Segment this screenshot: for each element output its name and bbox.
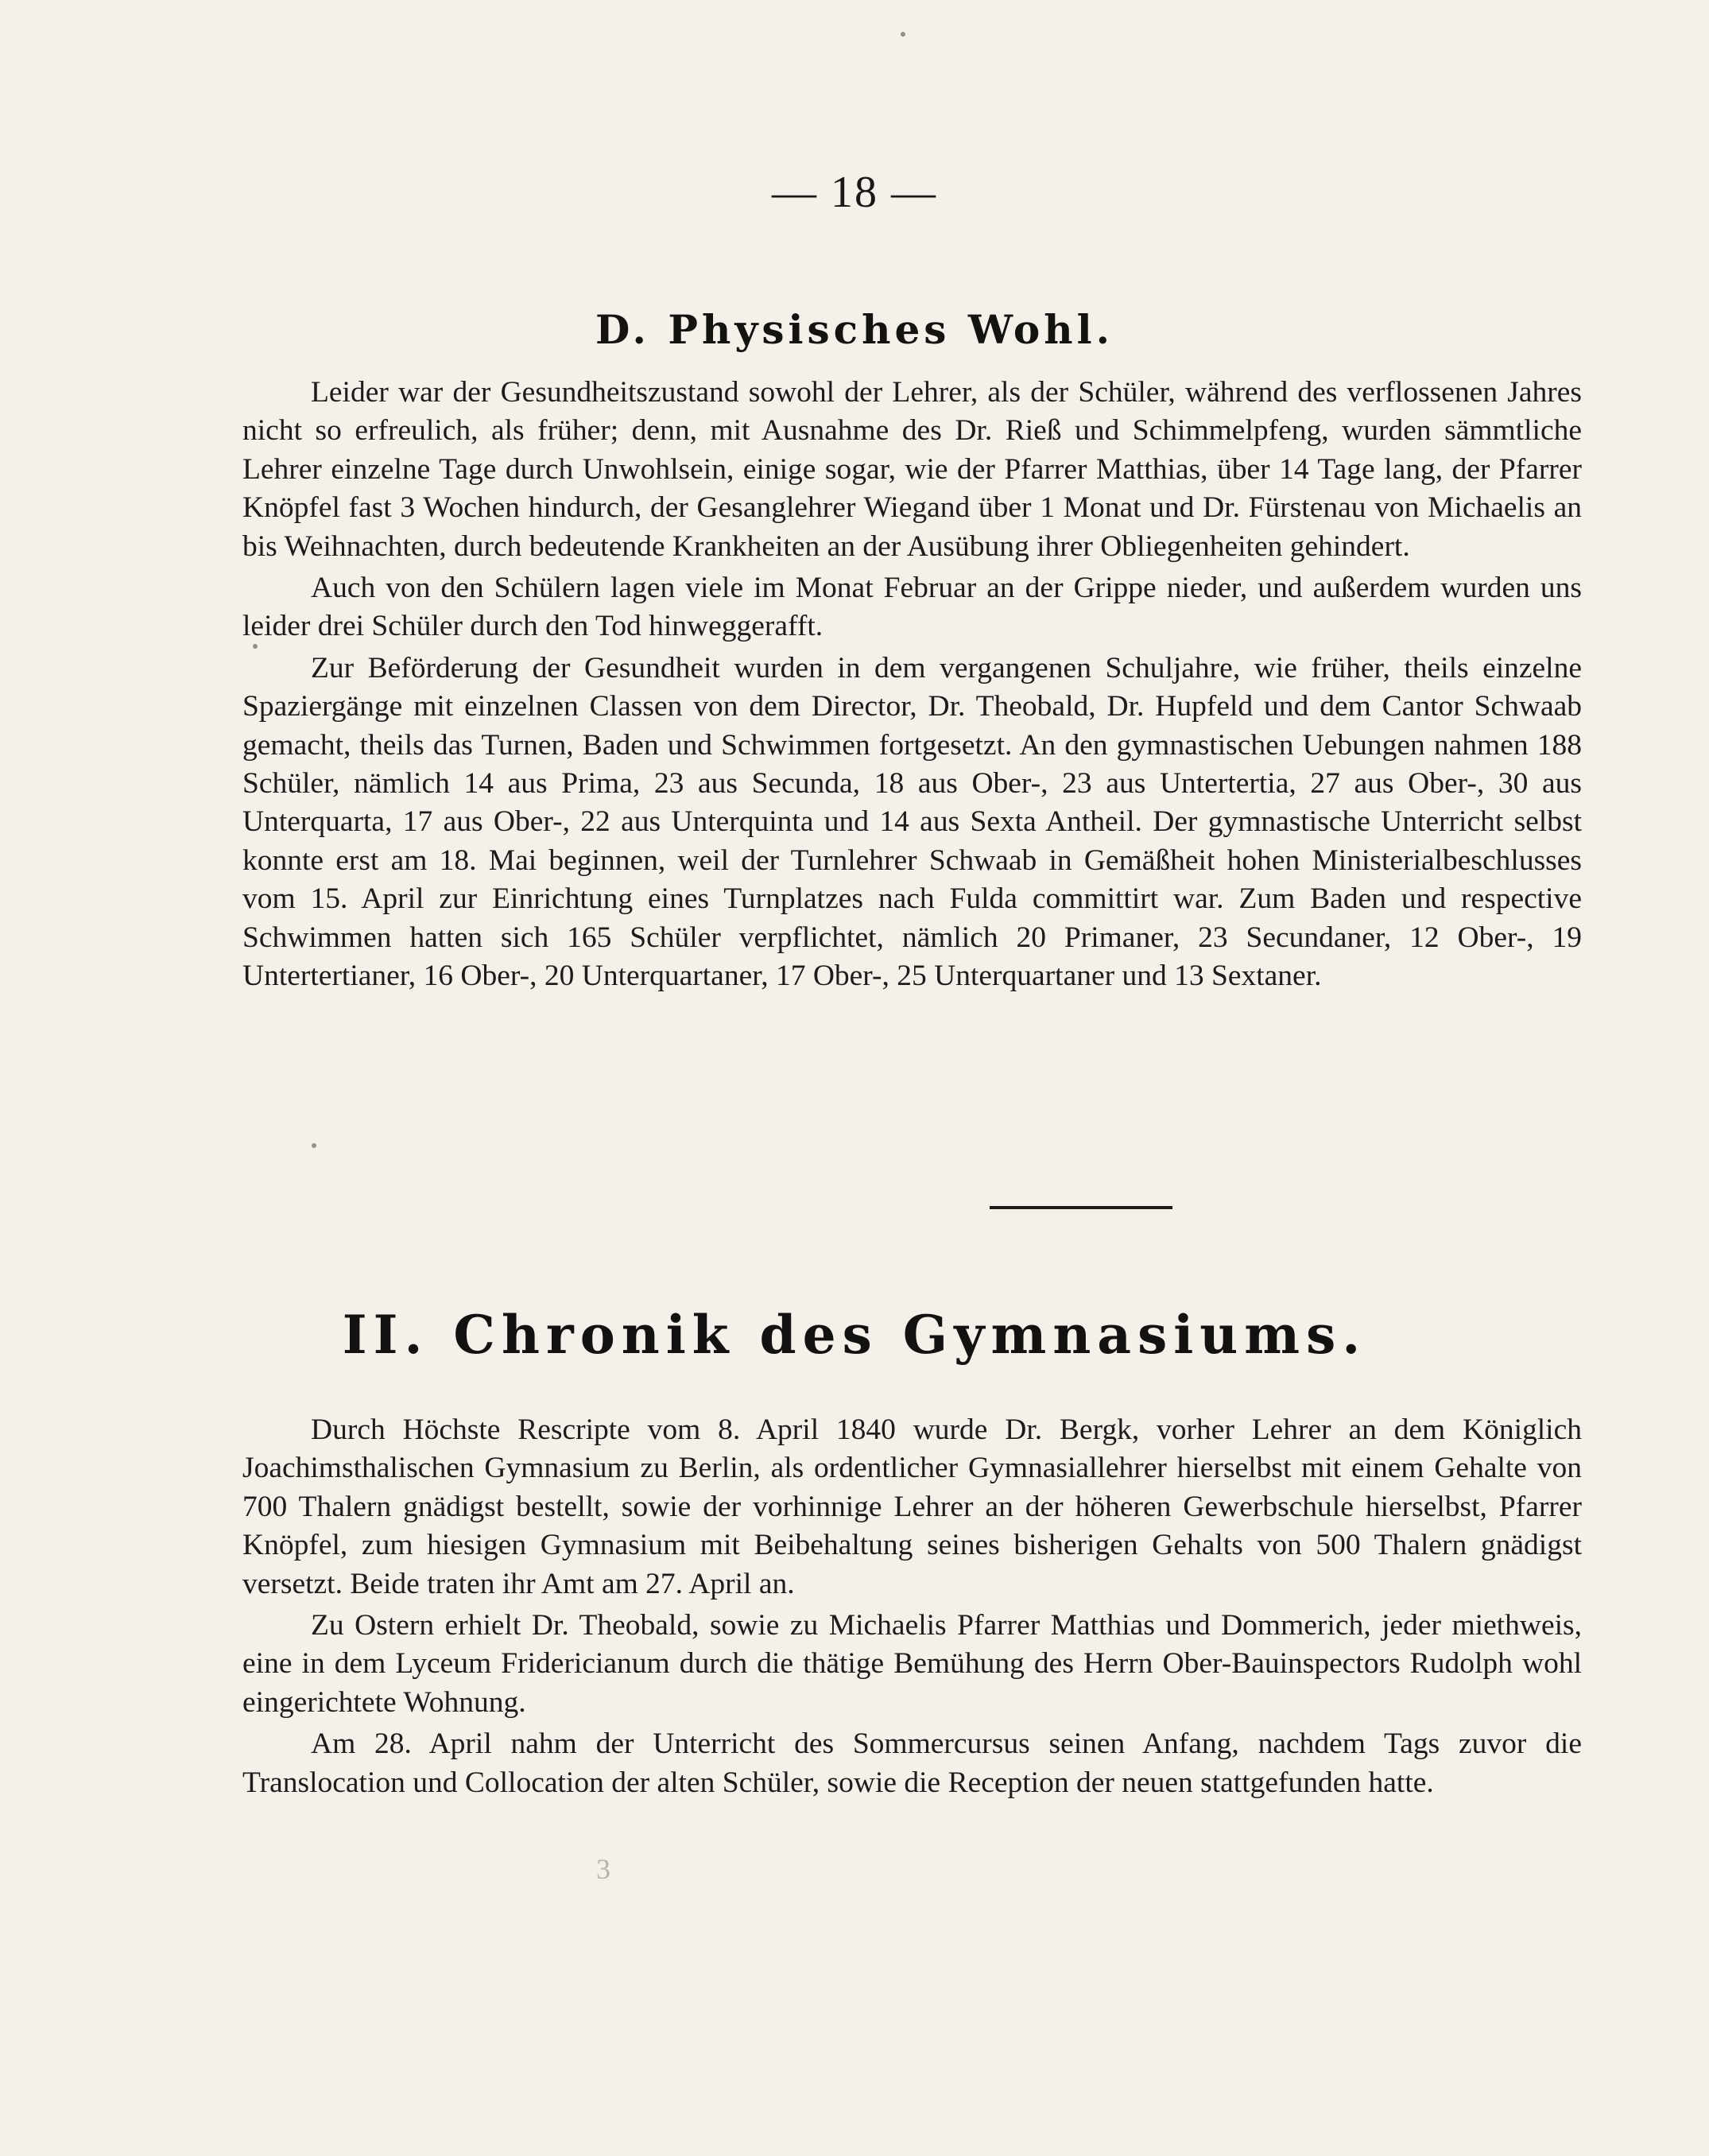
- paragraph: Leider war der Gesundheitszustand sowohl der Lehrer, als der Schüler, während des verflossenen Jahres nicht so erfreulich, als früher; denn, mit Ausnahme des Dr. Rieß und Schimmelpfeng, wurden sämmtliche Lehrer einzelne Tage durch Unwohlsein, einige sogar, wie der Pfarrer Matthias, über 14 Tage lang, der Pfarrer Knöpfel fast 3 Wochen hindurch, der Gesanglehrer Wiegand über 1 Monat und Dr. Fürstenau von Michaelis an bis Weihnachten, durch bedeutende Krankheiten an der Ausübung ihrer Obliegenheiten gehindert.: [242, 376, 1582, 563]
- chapter-ii-body: [242, 1411, 1582, 1805]
- ink-speck: [312, 1143, 316, 1148]
- page-number: — 18 —: [772, 168, 937, 217]
- paragraph: Durch Höchste Rescripte vom 8. April 1840 wurde Dr. Bergk, vorher Lehrer an dem Königlich Joachimsthalischen Gymnasium zu Berlin, als ordentlicher Gymnasiallehrer hierselbst mit einem Gehalte von 700 Thalern gnädigst bestellt, sowie der vorhinnige Lehrer an der höheren Gewerbschule hierselbst, Pfarrer Knöpfel, zum hiesigen Gymnasium mit Beibehaltung seines bisherigen Gehalts von 500 Thalern gnädigst versetzt. Beide traten ihr Amt am 27. April an.: [242, 1413, 1582, 1600]
- paragraph: Am 28. April nahm der Unterricht des Sommercursus seinen Anfang, nachdem Tags zuvor die Translocation und Collocation der alten Schüler, sowie die Reception der neuen stattgefunden hatte.: [242, 1728, 1582, 1799]
- section-divider-rule: [990, 1206, 1172, 1209]
- section-heading-physisches-wohl: D. Physisches Wohl.: [595, 306, 1114, 353]
- paragraph: Auch von den Schülern lagen viele im Monat Februar an der Grippe nieder, und außerdem wurden uns leider drei Schüler durch den Tod hinweggerafft.: [242, 572, 1582, 643]
- section-d-body: [242, 374, 1582, 999]
- ink-speck: [253, 644, 258, 649]
- paragraph: Zur Beförderung der Gesundheit wurden in dem vergangenen Schuljahre, wie früher, theils einzelne Spaziergänge mit einzelnen Classen von dem Director, Dr. Theobald, Dr. Hupfeld und dem Cantor Schwaab gemacht, theils das Turnen, Baden und Schwimmen fortgesetzt. An den gymnastischen Uebungen nahmen 188 Schüler, nämlich 14 aus Prima, 23 aus Secunda, 18 aus Ober-, 23 aus Untertertia, 27 aus Ober-, 30 aus Unterquarta, 17 aus Ober-, 22 aus Unterquinta und 14 aus Sexta Antheil. Der gymnastische Unterricht selbst konnte erst am 18. Mai beginnen, weil der Turnlehrer Schwaab in Gemäßheit hohen Ministerialbeschlusses vom 15. April zur Einrichtung eines Turnplatzes nach Fulda committirt war. Zum Baden und respective Schwimmen hatten sich 165 Schüler verpflichtet, nämlich 20 Primaner, 23 Secundaner, 12 Ober-, 19 Untertertianer, 16 Ober-, 20 Unterquartaner, 17 Ober-, 25 Unterquartaner und 13 Sextaner.: [242, 651, 1582, 993]
- paragraph: Zu Ostern erhielt Dr. Theobald, sowie zu Michaelis Pfarrer Matthias und Dommerich, jeder miethweis, eine in dem Lyceum Fridericianum durch die thätige Bemühung des Herrn Ober-Bauinspectors Rudolph wohl eingerichtete Wohnung.: [242, 1609, 1582, 1719]
- ink-speck: [901, 32, 905, 37]
- signature-mark: 3: [596, 1853, 610, 1885]
- chapter-heading-chronik: II. Chronik des Gymnasiums.: [342, 1304, 1367, 1366]
